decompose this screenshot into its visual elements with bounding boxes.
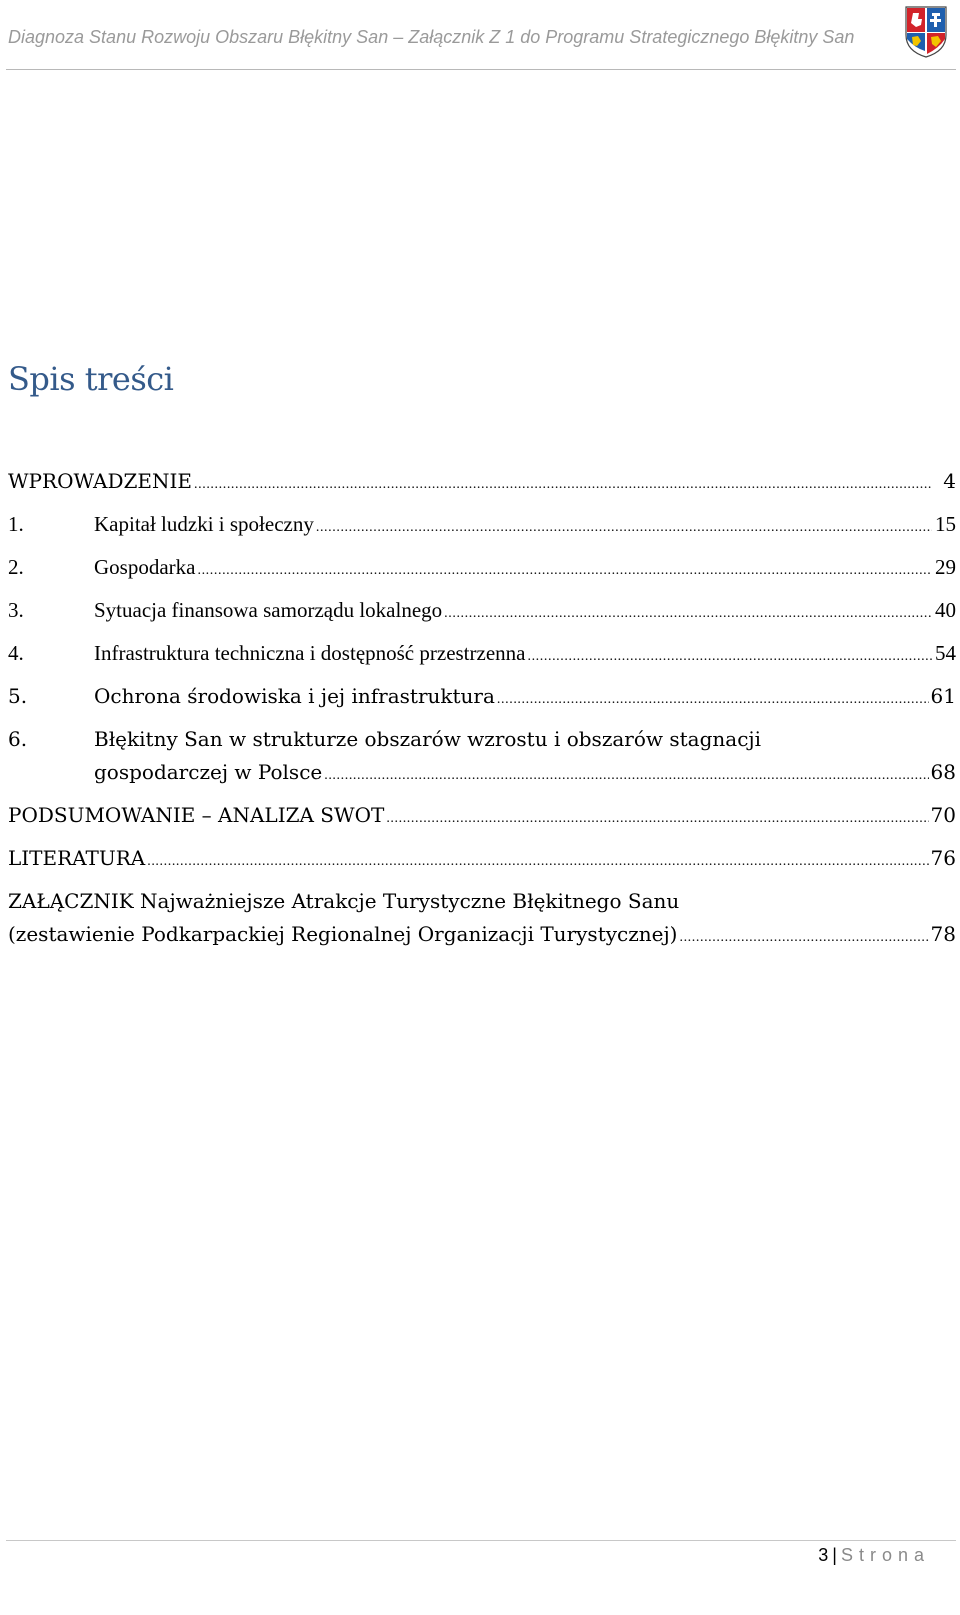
toc-entry-number: 3. [8, 598, 24, 622]
toc-leader-dots [194, 473, 932, 497]
toc-entry[interactable] [8, 598, 956, 626]
header-divider [6, 69, 956, 70]
toc-entry-label: Kapitał ludzki i społeczny [94, 512, 314, 536]
page-header [0, 0, 960, 70]
page-number: 3 [818, 1545, 829, 1565]
toc-entry-first-line[interactable] [8, 727, 956, 751]
toc-entry-page: 40 [935, 598, 956, 622]
toc-entry[interactable] [8, 846, 956, 874]
toc-leader-dots [497, 688, 929, 712]
toc-entry-label: Sytuacja finansowa samorządu lokalnego [94, 598, 443, 622]
toc-entry-label: Ochrona środowiska i jej infrastruktura [94, 684, 495, 708]
toc-entry[interactable] [8, 512, 956, 540]
header-text: Diagnoza Stanu Rozwoju Obszaru Błękitny San – Załącznik Z 1 do Programu Strategicznego Błękitny San [8, 27, 855, 47]
toc-leader-dots [197, 559, 932, 583]
toc-entry-number: 6. [8, 727, 28, 751]
toc-entry[interactable] [8, 641, 956, 669]
toc-entry-label: Błękitny San w strukturze obszarów wzrostu i obszarów stagnacji [94, 727, 761, 751]
toc-title: Spis treści [8, 360, 174, 398]
toc-entry[interactable] [8, 555, 956, 583]
toc-entry-label: LITERATURA [8, 846, 146, 870]
toc-entry-page: 61 [930, 684, 956, 708]
toc-entry-page: 78 [930, 922, 956, 946]
footer-separator: | [832, 1545, 837, 1565]
toc-entry-label-cont: gospodarczej w Polsce [94, 760, 323, 784]
toc-leader-dots [527, 645, 932, 669]
toc-entry-number: 1. [8, 512, 24, 536]
toc-entry[interactable] [8, 469, 956, 497]
toc-entry-label: WPROWADZENIE [8, 469, 193, 493]
toc-entry[interactable] [8, 803, 956, 831]
toc-leader-dots [316, 516, 932, 540]
toc-entry-page: 15 [935, 512, 956, 536]
toc-leader-dots [679, 926, 928, 950]
toc-entry-label: Gospodarka [94, 555, 196, 579]
toc-entry-page: 4 [943, 469, 956, 493]
toc-entry[interactable] [8, 922, 956, 950]
toc-entry-label: ZAŁĄCZNIK Najważniejsze Atrakcje Turystyczne Błękitnego Sanu [8, 889, 680, 913]
toc-entry-number: 2. [8, 555, 24, 579]
toc-entry[interactable] [8, 760, 956, 788]
toc-entry-page: 70 [930, 803, 956, 827]
toc-entry[interactable] [8, 684, 956, 712]
coat-of-arms-icon [903, 5, 949, 59]
toc-leader-dots [444, 602, 932, 626]
toc-entry-label-cont: (zestawienie Podkarpackiej Regionalnej Organizacji Turystycznej) [8, 922, 678, 946]
toc-leader-dots [324, 764, 928, 788]
toc-entry-page: 29 [935, 555, 956, 579]
toc-entry-number: 5. [8, 684, 28, 708]
toc-entry-number: 4. [8, 641, 24, 665]
page-word: Strona [840, 1545, 930, 1565]
footer-divider [6, 1540, 956, 1541]
toc-entry-page: 68 [930, 760, 956, 784]
toc-entry-label: Infrastruktura techniczna i dostępność przestrzenna [94, 641, 526, 665]
toc-entry-label: PODSUMOWANIE – ANALIZA SWOT [8, 803, 385, 827]
toc-entry-page: 76 [930, 846, 956, 870]
toc-leader-dots [147, 850, 928, 874]
toc-entry-first-line[interactable] [8, 889, 956, 913]
page-footer [818, 1545, 930, 1566]
toc-leader-dots [386, 807, 928, 831]
toc-entry-page: 54 [935, 641, 956, 665]
